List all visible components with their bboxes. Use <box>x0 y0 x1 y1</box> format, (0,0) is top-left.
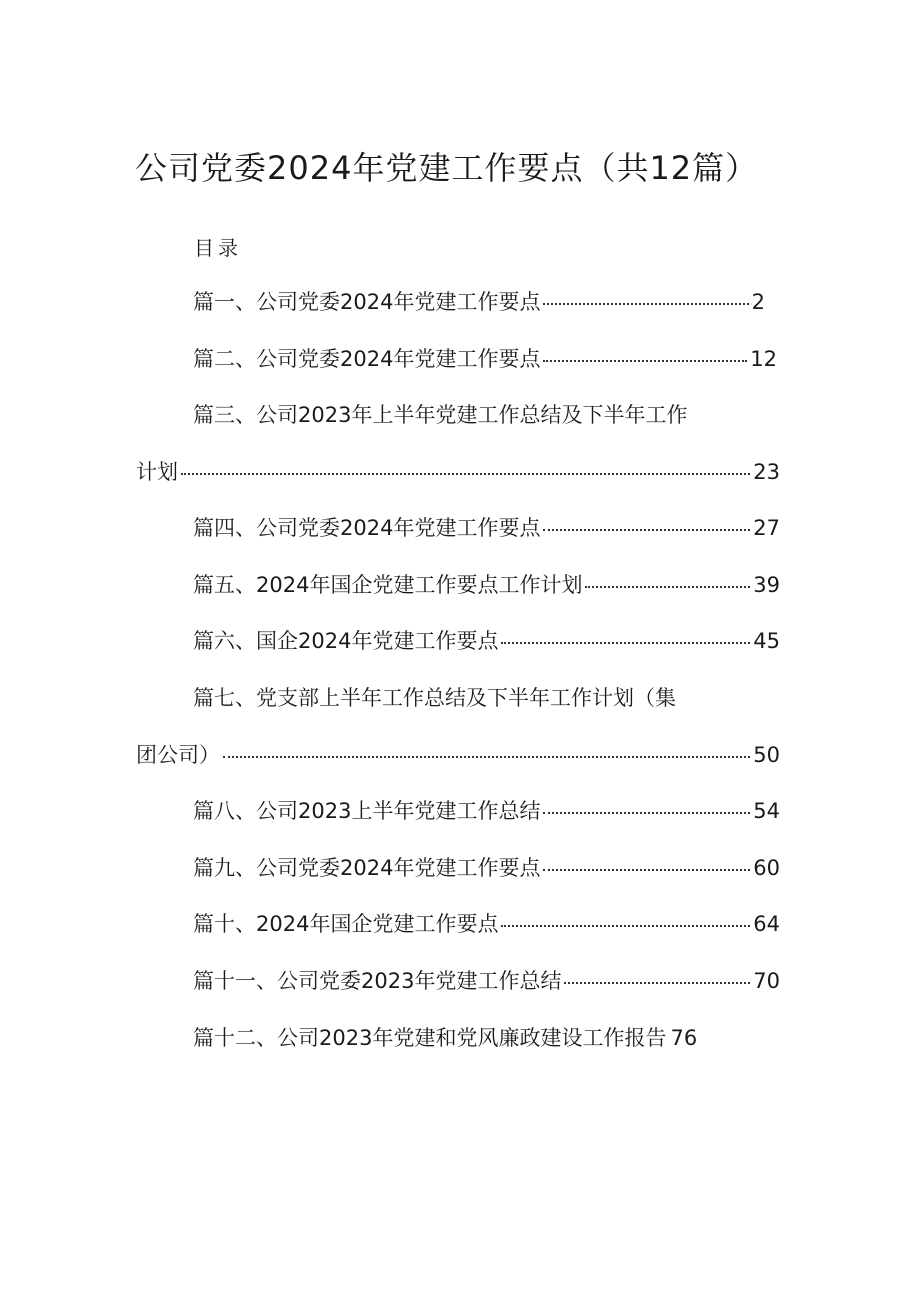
toc-entry-label: 篇七、党支部上半年工作总结及下半年工作计划（集 <box>193 686 676 710</box>
toc-page-number: 45 <box>753 629 780 653</box>
toc-entry-label: 篇六、国企2024年党建工作要点 <box>193 629 499 653</box>
toc-page-number: 27 <box>753 516 780 540</box>
toc-entry-5[interactable] <box>193 570 780 600</box>
toc-entry-10[interactable] <box>193 909 780 939</box>
toc-leader-dots <box>501 642 750 644</box>
toc-leader-dots <box>585 586 750 588</box>
toc-page-number: 12 <box>750 347 777 371</box>
toc-leader-dots <box>543 812 750 814</box>
toc-entry-7-continued[interactable] <box>136 740 780 770</box>
toc-entry-12[interactable] <box>193 1023 697 1053</box>
toc-leader-dots <box>543 303 748 305</box>
toc-leader-dots <box>181 473 750 475</box>
toc-entry-4[interactable] <box>193 513 780 543</box>
toc-page-number: 60 <box>753 856 780 880</box>
toc-leader-dots <box>564 982 750 984</box>
toc-leader-dots <box>543 529 750 531</box>
toc-entry-label: 篇三、公司2023年上半年党建工作总结及下半年工作 <box>193 403 688 427</box>
toc-page-number: 23 <box>753 460 780 484</box>
toc-entry-1[interactable] <box>193 287 765 317</box>
toc-leader-dots <box>501 925 750 927</box>
toc-entry-6[interactable] <box>193 626 780 656</box>
toc-page-number: 64 <box>753 912 780 936</box>
toc-leader-dots <box>223 756 750 758</box>
toc-entry-label: 篇一、公司党委2024年党建工作要点 <box>193 290 541 314</box>
toc-entry-11[interactable] <box>193 966 780 996</box>
toc-page-number: 2 <box>751 290 765 314</box>
toc-page-number: 50 <box>753 743 780 767</box>
toc-entry-7[interactable] <box>193 683 676 713</box>
toc-entry-label: 篇五、2024年国企党建工作要点工作计划 <box>193 573 583 597</box>
toc-entry-8[interactable] <box>193 796 780 826</box>
toc-entry-label: 篇八、公司2023上半年党建工作总结 <box>193 799 541 823</box>
toc-entry-3[interactable] <box>193 400 687 430</box>
toc-entry-2[interactable] <box>193 344 777 374</box>
toc-page-number: 70 <box>753 969 780 993</box>
toc-page-number: 76 <box>670 1026 698 1050</box>
toc-entry-label: 篇四、公司党委2024年党建工作要点 <box>193 516 541 540</box>
toc-entry-9[interactable] <box>193 853 780 883</box>
toc-entry-label: 篇十一、公司党委2023年党建工作总结 <box>193 969 562 993</box>
toc-entry-label: 篇二、公司党委2024年党建工作要点 <box>193 347 541 371</box>
toc-entry-label-continued: 团公司） <box>136 743 220 767</box>
toc-leader-dots <box>543 360 747 362</box>
toc-page-number: 39 <box>753 573 780 597</box>
toc-entry-label: 篇十、2024年国企党建工作要点 <box>193 912 499 936</box>
toc-entry-3-continued[interactable] <box>136 457 780 487</box>
toc-entry-label-continued: 计划 <box>136 460 178 484</box>
toc-heading: 目录 <box>194 236 242 260</box>
toc-page-number: 54 <box>753 799 780 823</box>
toc-leader-dots <box>543 869 750 871</box>
toc-entry-label: 篇九、公司党委2024年党建工作要点 <box>193 856 541 880</box>
document-title: 公司党委2024年党建工作要点（共12篇） <box>135 149 759 187</box>
toc-entry-label: 篇十二、公司2023年党建和党风廉政建设工作报告 <box>193 1026 667 1050</box>
